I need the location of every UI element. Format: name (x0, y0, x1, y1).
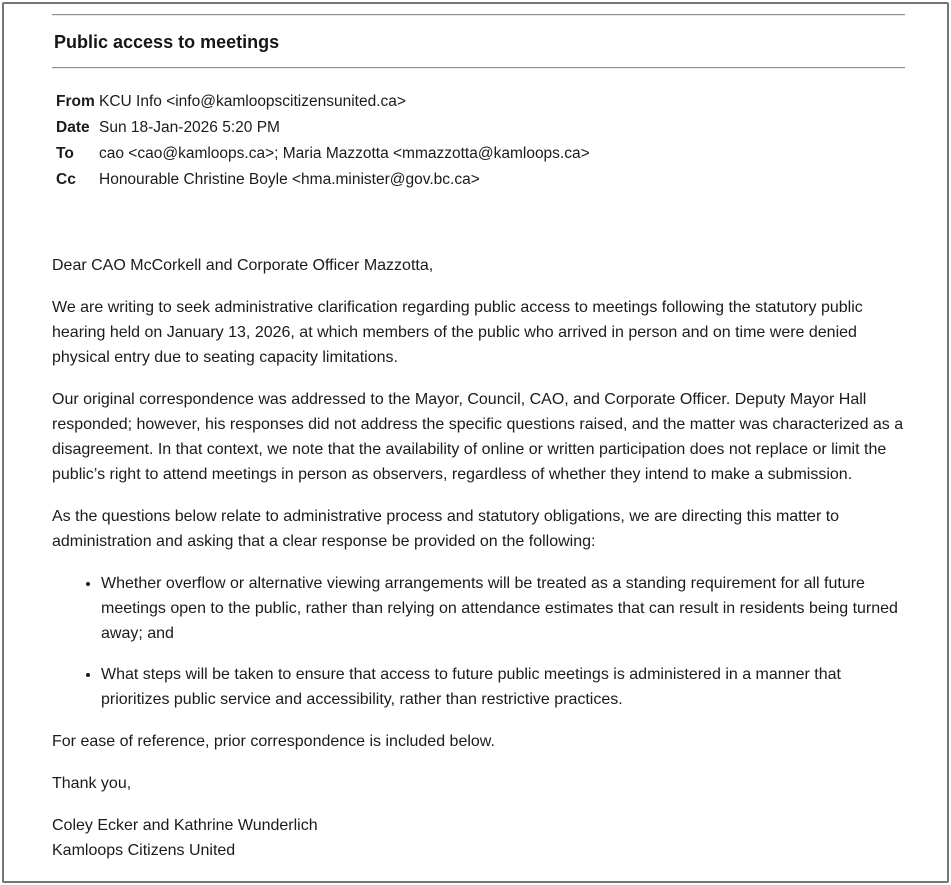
closing: Thank you, (52, 775, 132, 792)
email-message-window (2, 2, 949, 883)
header-row-from (56, 89, 905, 115)
list-item-overflow-arrangements: • Whether overflow or alternative viewing arrangements will be treated as a standing requirement for all future meetings open to the public, rather than relying on attendance estimates that can result in residents being turned away; and (101, 571, 905, 646)
date-label: Date (56, 119, 90, 136)
email-header-block (56, 89, 905, 193)
question-list (52, 571, 905, 712)
signature-organization: Kamloops Citizens United (52, 842, 236, 859)
paragraph-clarification-request: We are writing to seek administrative clarification regarding public access to meetings following the statutory public hearing held on January 13, 2026, at which members of the public who arrived in person and on time were denied physical entry due to seating capacity limitations. (52, 299, 863, 366)
paragraph-directing-to-administration: As the questions below relate to administrative process and statutory obligations, we are directing this matter to administration and asking that a clear response be provided on the following: (52, 508, 840, 550)
cc-value: Honourable Christine Boyle <hma.minister@gov.bc.ca> (99, 171, 480, 188)
header-row-cc (56, 167, 905, 193)
to-label: To (56, 145, 74, 162)
email-subject: Public access to meetings (54, 32, 280, 52)
paragraph-reference-note: For ease of reference, prior correspondence is included below. (52, 733, 495, 750)
salutation: Dear CAO McCorkell and Corporate Officer Mazzotta, (52, 257, 434, 274)
list-item-access-administration: • What steps will be taken to ensure that access to future public meetings is administered in a manner that prioritizes public service and accessibility, rather than restrictive practices. (101, 662, 905, 712)
signature-names: Coley Ecker and Kathrine Wunderlich (52, 817, 318, 834)
email-body (52, 253, 905, 863)
header-row-to (56, 141, 905, 167)
paragraph-original-correspondence: Our original correspondence was addressed to the Mayor, Council, CAO, and Corporate Officer. Deputy Mayor Hall responded; however, his responses did not address the specific questions raised, and the matter was characterized as a disagreement. In that context, we note that the availability of online or written participation does not replace or limit the public’s right to attend meetings in person as observers, regardless of whether they intend to make a submission. (52, 391, 904, 483)
to-value: cao <cao@kamloops.ca>; Maria Mazzotta <mmazzotta@kamloops.ca> (99, 145, 590, 162)
header-row-date (56, 115, 905, 141)
cc-label: Cc (56, 171, 76, 188)
from-label: From (56, 93, 95, 110)
top-divider (52, 14, 905, 16)
subject-divider (52, 67, 905, 69)
from-value: KCU Info <info@kamloopscitizensunited.ca> (99, 93, 406, 110)
date-value: Sun 18-Jan-2026 5:20 PM (99, 119, 280, 136)
email-message-content (4, 4, 947, 863)
